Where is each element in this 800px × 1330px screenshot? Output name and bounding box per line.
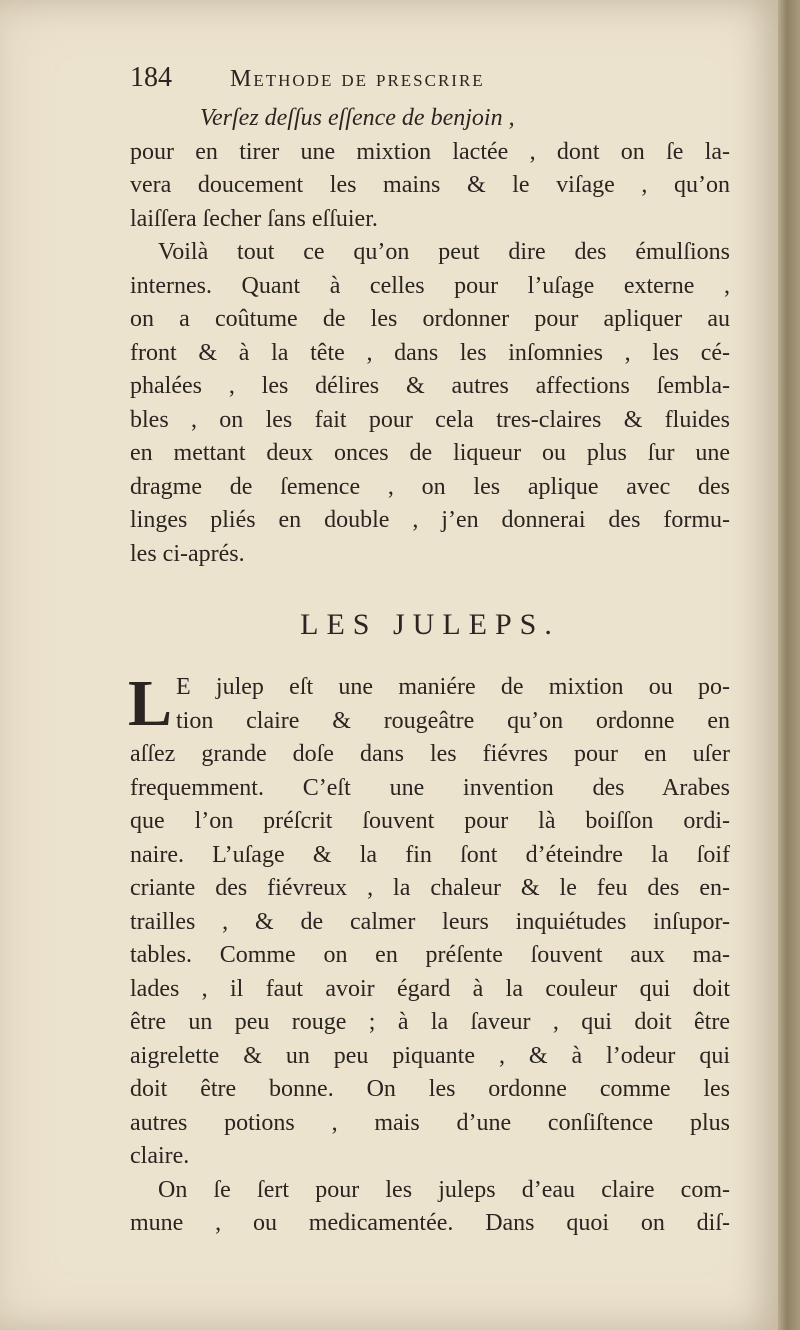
text-line: les ci-aprés. [130,540,245,567]
text-line: frequemment. C’eſt une invention des Arabes [130,774,730,801]
text-line: être un peu rouge ; à la ſaveur , qui doit être [130,1009,730,1035]
text-line: linges pliés en double , j’en donnerai des formu- [130,507,730,533]
text-line: On ſe ſert pour les juleps d’eau claire com- [158,1176,730,1203]
text-line: naire. L’uſage & la fin ſont d’éteindre la ſoif [130,841,730,868]
text-line: Voilà tout ce qu’on peut dire des émulſions [158,239,730,265]
text-line: phalées , les délires & autres affections ſembla- [130,373,730,399]
page-edge [778,0,800,1330]
page-number: 184 [130,62,172,93]
paragraph-lotion [130,136,730,237]
paragraph-water [130,1174,730,1241]
text-line: tables. Comme on en préſente ſouvent aux ma- [130,942,730,968]
text-line: bles , on les fait pour cela tres-claires & fluides [130,406,730,433]
text-line: on a coûtume de les ordonner pour apliquer au [130,306,730,332]
text-line: E julep eſt une maniére de mixtion ou po- [176,674,730,700]
text-line: internes. Quant à celles pour l’uſage externe , [130,272,730,299]
text-line: dragme de ſemence , on les aplique avec des [130,473,730,500]
drop-cap: L [128,667,173,740]
text-line: lades , il faut avoir égard à la couleur qui doit [130,975,730,1002]
text-line: autres potions , mais d’une conſiſtence plus [130,1109,730,1136]
text-line: aſſez grande doſe dans les fiévres pour en uſer [130,741,730,767]
text-line: laiſſera ſecher ſans eſſuier. [130,205,378,232]
text-line: pour en tirer une mixtion lactée , dont on ſe la- [130,138,730,165]
section-title: LES JULEPS. [300,608,560,641]
text-line: Verſez deſſus eſſence de benjoin , [200,105,515,131]
paragraph-emulsions [130,236,730,571]
paragraph-juleps [128,667,730,1174]
text-line: mune , ou medicamentée. Dans quoi on diſ- [130,1210,730,1236]
text-line: criante des fiévreux , la chaleur & le feu des en- [130,875,730,901]
text-line: aigrelette & un peu piquante , & à l’odeur qui [130,1042,730,1069]
page-text [130,62,730,1241]
running-head: Methode de prescrire [230,66,485,92]
text-line: que l’on préſcrit ſouvent pour là boiſſon ordi- [130,808,730,834]
text-line: en mettant deux onces de liqueur ou plus ſur une [130,440,730,466]
text-line: trailles , & de calmer leurs inquiétudes inſupor- [130,908,730,935]
text-line: doit être bonne. On les ordonne comme les [130,1076,730,1102]
text-line: front & à la tête , dans les inſomnies , les cé- [130,339,730,366]
paragraph-recipe-end [130,102,730,136]
text-line: tion claire & rougeâtre qu’on ordonne en [176,707,730,734]
page-header [130,62,730,102]
text-line: claire. [130,1143,190,1169]
text-line: vera doucement les mains & le viſage , qu’on [130,172,730,198]
